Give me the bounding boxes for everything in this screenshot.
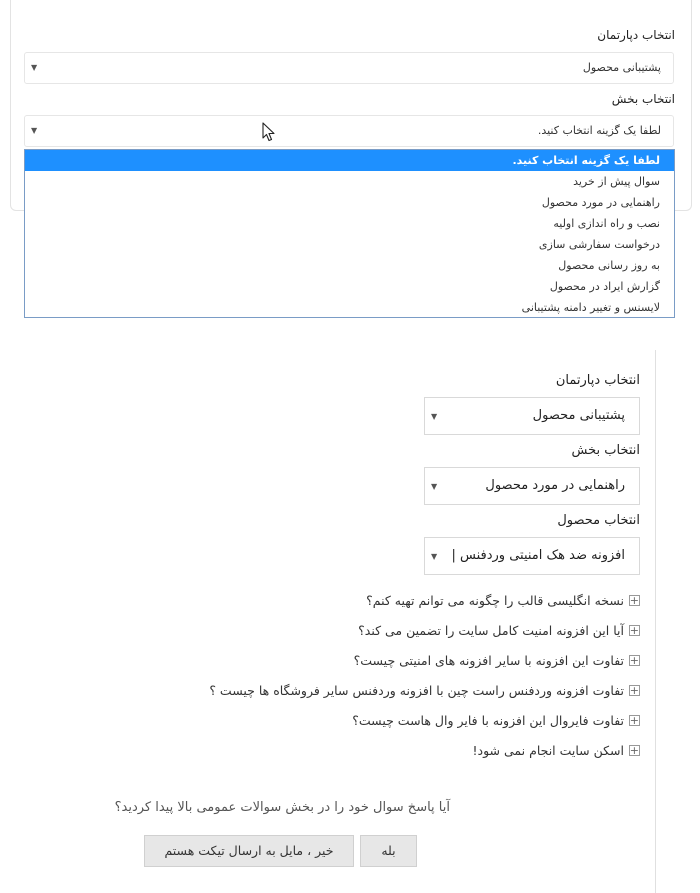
dropdown-option-product-guide[interactable]: راهنمایی در مورد محصول [541, 196, 660, 209]
plus-icon[interactable]: + [629, 683, 639, 697]
dropdown-option-installation[interactable]: نصب و راه اندازی اولیه [553, 217, 660, 230]
faq-item[interactable] [358, 621, 640, 639]
plus-icon[interactable]: + [629, 743, 639, 757]
panel-divider [655, 350, 656, 893]
faq-item[interactable] [209, 681, 640, 699]
section-select-value: لطفا یک گزینه انتخاب کنید. [537, 124, 661, 137]
plus-icon[interactable]: + [629, 713, 639, 727]
department-label-2: انتخاب دپارتمان [555, 373, 640, 388]
section-label-2: انتخاب بخش [571, 443, 640, 458]
section-select-2[interactable] [424, 467, 640, 505]
dropdown-option-update[interactable]: به روز رسانی محصول [558, 259, 660, 272]
faq-question[interactable]: تفاوت افزونه وردفنس راست چین با افزونه وردفنس سایر فروشگاه ها چیست ؟ [209, 682, 624, 698]
chevron-down-icon: ▼ [31, 126, 38, 135]
product-label: انتخاب محصول [557, 513, 640, 528]
dropdown-option-presale[interactable]: سوال پیش از خرید [573, 175, 660, 188]
department-select[interactable] [24, 52, 674, 84]
faq-question[interactable]: آیا این افزونه امنیت کامل سایت را تضمین می کند؟ [358, 622, 624, 638]
chevron-down-icon: ▼ [31, 63, 38, 72]
product-select[interactable] [424, 537, 640, 575]
faq-question[interactable]: نسخه انگلیسی قالب را چگونه می توانم تهیه کنم؟ [366, 592, 624, 608]
chevron-down-icon: ▼ [431, 412, 438, 421]
department-select-value-2: پشتیبانی محصول [532, 408, 625, 423]
faq-item[interactable] [366, 591, 640, 609]
faq-found-question: آیا پاسخ سوال خود را در بخش سوالات عمومی بالا پیدا کردید؟ [114, 800, 450, 815]
chevron-down-icon: ▼ [431, 552, 438, 561]
yes-button[interactable]: بله [360, 835, 417, 867]
section-select-value-2: راهنمایی در مورد محصول [485, 478, 625, 493]
dropdown-option-placeholder[interactable]: لطفا یک گزینه انتخاب کنید. [25, 150, 674, 171]
chevron-down-icon: ▼ [431, 482, 438, 491]
faq-question[interactable]: تفاوت این افزونه با سایر افزونه های امنیتی چیست؟ [353, 652, 624, 668]
faq-item[interactable] [354, 651, 640, 669]
faq-question[interactable]: تفاوت فایروال این افزونه با فایر وال هاست چیست؟ [352, 712, 624, 728]
plus-icon[interactable]: + [629, 623, 639, 637]
no-send-ticket-button[interactable]: خیر ، مایل به ارسال تیکت هستم [144, 835, 354, 867]
department-label: انتخاب دپارتمان [597, 28, 675, 42]
faq-item[interactable] [473, 741, 641, 759]
dropdown-option-customization[interactable]: درخواست سفارشی سازی [538, 238, 660, 251]
faq-item[interactable] [352, 711, 640, 729]
dropdown-option-bug-report[interactable]: گزارش ایراد در محصول [549, 280, 660, 293]
department-select-2[interactable] [424, 397, 640, 435]
mouse-pointer-icon [262, 122, 276, 142]
plus-icon[interactable]: + [629, 653, 639, 667]
section-select[interactable] [24, 115, 674, 147]
section-label: انتخاب بخش [611, 92, 675, 106]
plus-icon[interactable]: + [629, 593, 639, 607]
section-dropdown-list [24, 149, 675, 318]
faq-question[interactable]: اسکن سایت انجام نمی شود! [472, 742, 624, 758]
dropdown-option-license[interactable]: لایسنس و تغییر دامنه پشتیبانی [521, 301, 660, 314]
department-select-value: پشتیبانی محصول [582, 61, 661, 74]
product-select-value: افزونه ضد هک امنیتی وردفنس | [451, 548, 625, 563]
